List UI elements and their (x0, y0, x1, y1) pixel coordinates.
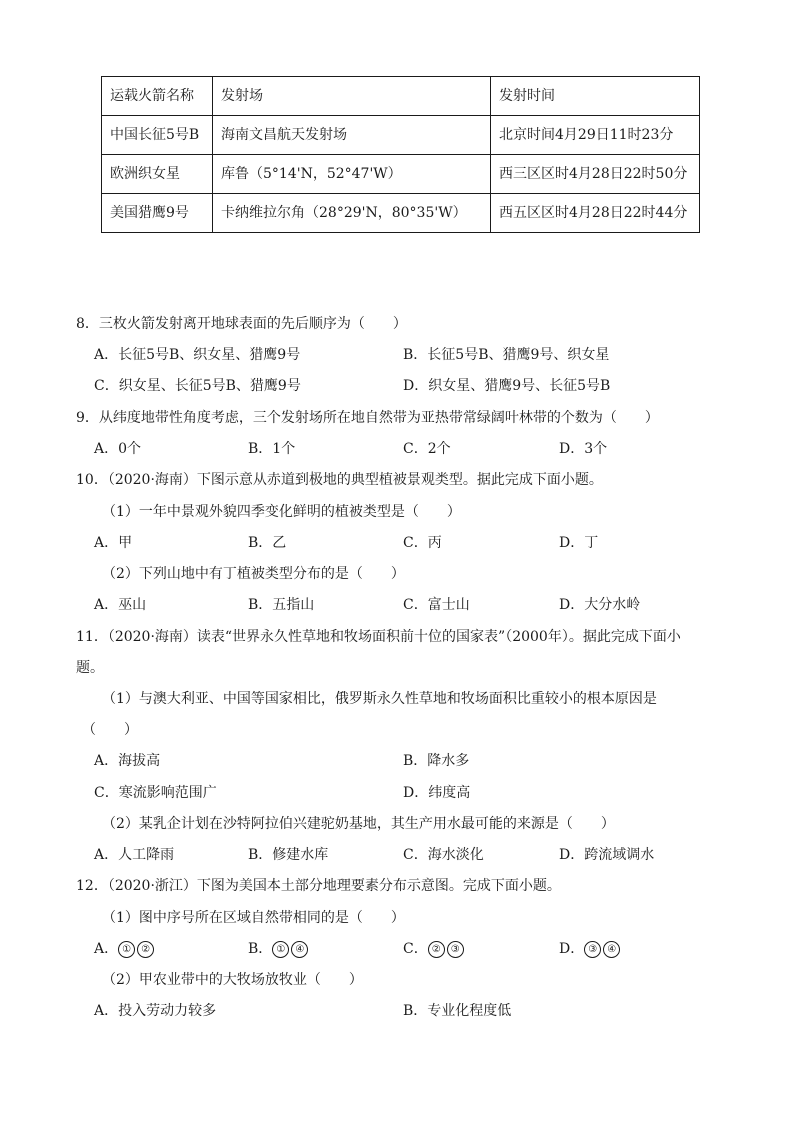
table-cell: 欧洲织女星 (102, 155, 213, 194)
option-letter: A． (94, 941, 119, 957)
q8-option-d: D．织女星、猎鹰9号、长征5号B (403, 378, 611, 394)
circled-number-icon: ① (118, 941, 135, 958)
q11-sub1-stem: （1）与澳大利亚、中国等国家相比，俄罗斯永久性草地和牧场面积比重较小的根本原因是 (102, 691, 657, 707)
question-9-stem: 9．从纬度地带性角度考虑，三个发射场所在地自然带为亚热带常绿阔叶林带的个数为（ ） (76, 410, 659, 426)
question-12-stem: 12．（2020·浙江）下图为美国本土部分地理要素分布示意图。完成下面小题。 (76, 878, 561, 894)
q8-option-b: B．长征5号B、猎鹰9号、织女星 (403, 347, 610, 363)
table-header-cell: 运载火箭名称 (102, 77, 213, 116)
q8-option-c: C．织女星、长征5号B、猎鹰9号 (94, 378, 301, 394)
q12-sub1-option-b (248, 939, 310, 959)
circled-number-icon: ④ (603, 941, 620, 958)
q12-sub2-option-a: A．投入劳动力较多 (94, 1003, 217, 1019)
q10-sub2-option-d: D．大分水岭 (559, 597, 641, 613)
q11-sub2-option-d: D．跨流域调水 (559, 847, 655, 863)
q9-option-a: A．0个 (94, 441, 142, 457)
q12-sub2-option-b: B．专业化程度低 (403, 1003, 512, 1019)
q9-option-d: D．3个 (559, 441, 608, 457)
circled-number-icon: ② (137, 941, 154, 958)
q10-sub1-stem: （1）一年中景观外貌四季变化鲜明的植被类型是（ ） (102, 504, 461, 520)
table-header-row (102, 77, 700, 116)
q10-sub2-stem: （2）下列山地中有丁植被类型分布的是（ ） (102, 566, 405, 582)
q10-sub1-option-a: A．甲 (94, 535, 133, 551)
q10-sub1-option-d: D．丁 (559, 535, 599, 551)
q12-sub1-option-d (559, 939, 622, 959)
table-cell: 西五区区时4月28日22时44分 (491, 194, 700, 233)
q8-option-a: A．长征5号B、织女星、猎鹰9号 (94, 347, 301, 363)
circled-number-icon: ③ (447, 941, 464, 958)
question-11-stem-cont: 题。 (76, 660, 104, 676)
table-cell: 美国猎鹰9号 (102, 194, 213, 233)
q10-sub2-option-b: B．五指山 (248, 597, 315, 613)
q12-sub2-stem: （2）甲农业带中的大牧场放牧业（ ） (102, 972, 363, 988)
table-cell: 海南文昌航天发射场 (213, 116, 491, 155)
q12-sub1-option-a (94, 939, 156, 959)
question-10-stem: 10．（2020·海南）下图示意从赤道到极地的典型植被景观类型。据此完成下面小题。 (76, 472, 603, 488)
question-11-stem: 11．（2020·海南）读表“世界永久性草地和牧场面积前十位的国家表”（2000年）。据此完成下面小 (76, 629, 681, 645)
q9-option-c: C．2个 (403, 441, 451, 457)
circled-number-icon: ② (428, 941, 445, 958)
table-row (102, 155, 700, 194)
circled-number-icon: ③ (584, 941, 601, 958)
q11-sub1-stem-cont: （ ） (82, 722, 138, 738)
q11-sub1-option-a: A．海拔高 (94, 753, 161, 769)
table-header-cell: 发射时间 (491, 77, 700, 116)
q11-sub2-option-b: B．修建水库 (248, 847, 329, 863)
table-cell: 西三区区时4月28日22时50分 (491, 155, 700, 194)
q11-sub2-option-c: C．海水淡化 (403, 847, 484, 863)
circled-number-icon: ④ (291, 941, 308, 958)
table-cell: 中国长征5号B (102, 116, 213, 155)
q12-sub1-stem: （1）图中序号所在区域自然带相同的是（ ） (102, 910, 405, 926)
q10-sub1-option-c: C．丙 (403, 535, 442, 551)
table-cell: 北京时间4月29日11时23分 (491, 116, 700, 155)
rocket-launch-table (101, 76, 700, 233)
q11-sub2-option-a: A．人工降雨 (94, 847, 175, 863)
table-cell: 库鲁（5°14'N，52°47'W） (213, 155, 491, 194)
q10-sub1-option-b: B．乙 (248, 535, 287, 551)
q9-option-b: B．1个 (248, 441, 296, 457)
q11-sub2-stem: （2）某乳企计划在沙特阿拉伯兴建驼奶基地，其生产用水最可能的来源是（ ） (102, 816, 615, 832)
q10-sub2-option-c: C．富士山 (403, 597, 470, 613)
option-letter: C． (403, 941, 428, 957)
q11-sub1-option-c: C．寒流影响范围广 (94, 785, 217, 801)
q12-sub1-option-c (403, 939, 466, 959)
circled-number-icon: ① (272, 941, 289, 958)
question-8-stem: 8．三枚火箭发射离开地球表面的先后顺序为（ ） (76, 316, 407, 332)
option-letter: D． (559, 941, 585, 957)
q11-sub1-option-d: D．纬度高 (403, 785, 471, 801)
option-letter: B． (248, 941, 273, 957)
table-row (102, 116, 700, 155)
table-cell: 卡纳维拉尔角（28°29'N，80°35'W） (213, 194, 491, 233)
table-header-cell: 发射场 (213, 77, 491, 116)
q11-sub1-option-b: B．降水多 (403, 753, 470, 769)
q10-sub2-option-a: A．巫山 (94, 597, 147, 613)
table-row (102, 194, 700, 233)
